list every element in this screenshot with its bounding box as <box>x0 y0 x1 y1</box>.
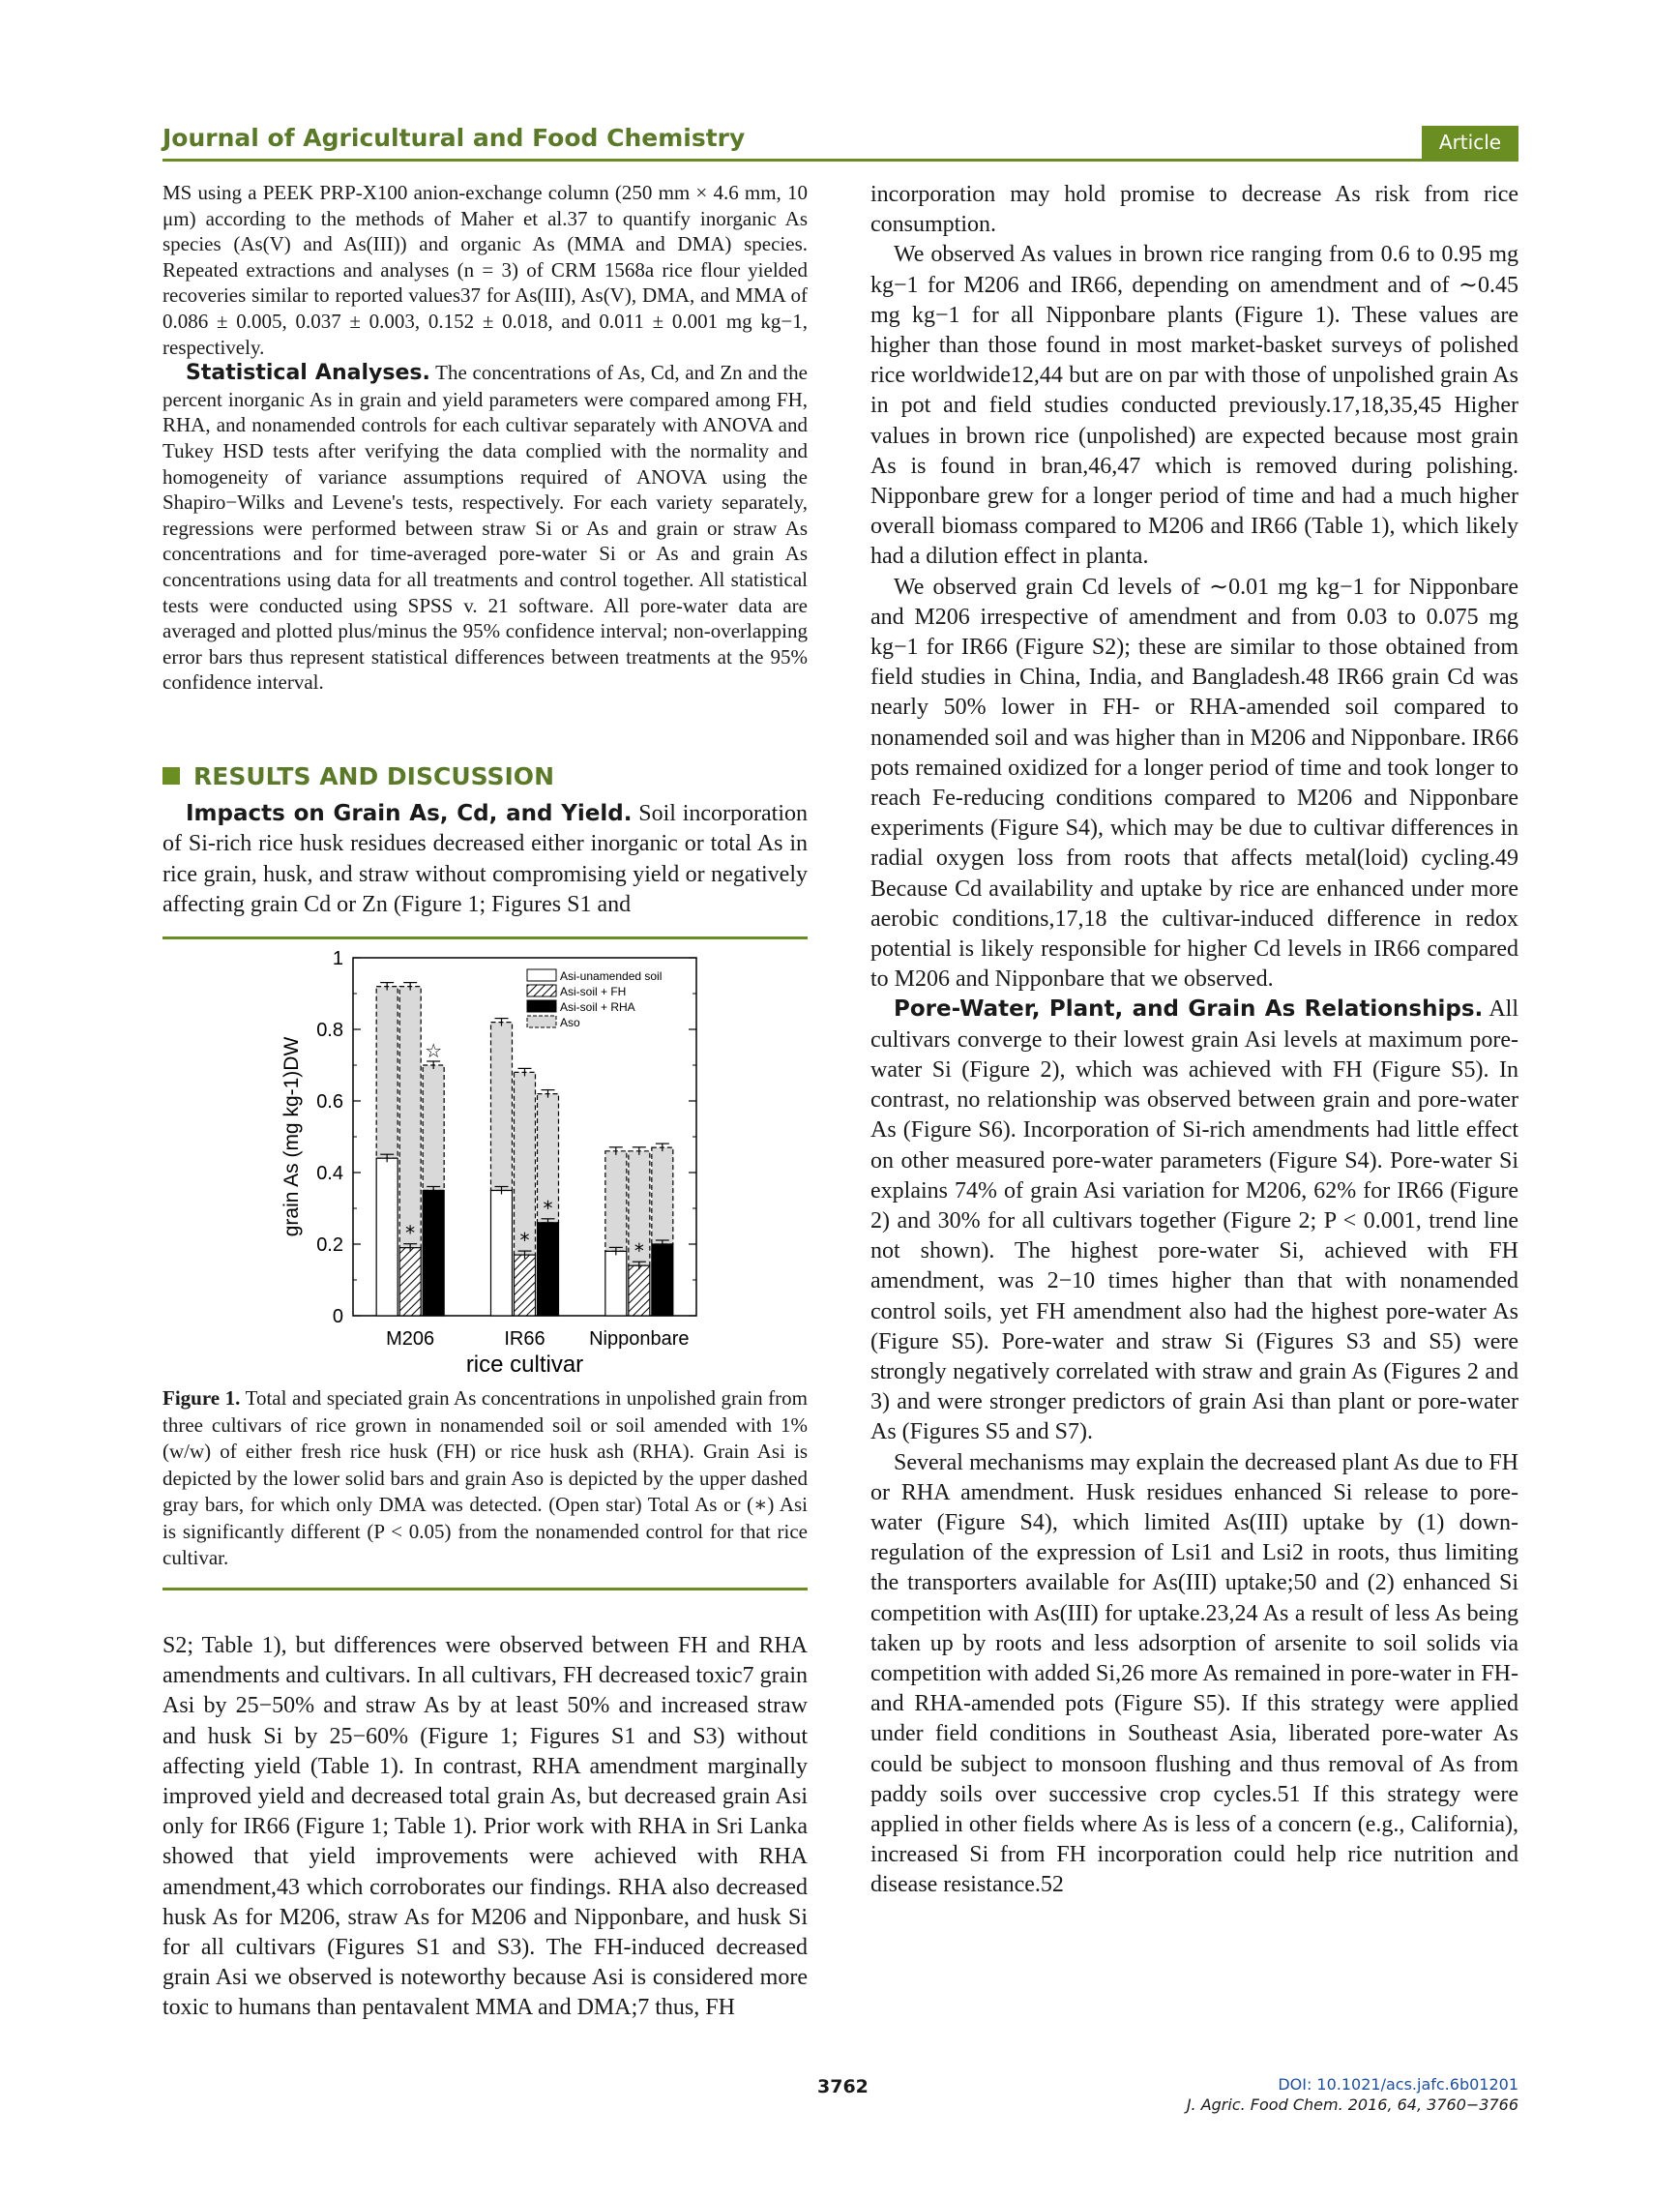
y-tick-label: 0.8 <box>316 1020 343 1041</box>
y-tick-label: 0.6 <box>316 1091 343 1113</box>
bar-aso-IR66-FH <box>515 1072 536 1255</box>
left-column-top <box>162 180 808 696</box>
legend-swatch <box>527 1016 556 1027</box>
bar-aso-M206-RHA <box>423 1065 444 1191</box>
bar-asi-M206-FH <box>399 1248 421 1316</box>
y-tick-label: 0 <box>332 1306 343 1327</box>
left-column-results <box>162 799 808 920</box>
journal-citation: J. Agric. Food Chem. 2016, 64, 3760−3766 <box>1186 2095 1518 2114</box>
bar-asi-Nipponbare-RHA <box>652 1244 673 1316</box>
significance-asterisk: * <box>405 1221 416 1245</box>
bar-asi-IR66-FH <box>515 1255 536 1316</box>
y-axis-label: grain As (mg kg-1)DW <box>280 1036 303 1237</box>
right-paragraph-5: Several mechanisms may explain the decreased plant As due to FH or RHA amendment. Husk residues enhanced Si release to pore-water (Figure S4), which limited As(III) uptake by (1) down-regulation of the expression of Lsi1 and Lsi2 in roots, thus limiting the transporters available for As(III) uptake;50 and (2) enhanced Si competition with As(III) for uptake.23,24 As a result of less As being taken up by roots and less adsorption of arsenite to soil solids via competition with added Si,26 more As remained in pore-water in FH- and RHA-amended pots (Figure S5). If this strategy were applied under field conditions in Southeast Asia, liberated pore-water As could be subject to monsoon flushing and thus removal of As from paddy soils over successive crop cycles.51 If this strategy were applied in other fields where As is less of a concern (e.g., California), increased Si from FH incorporation could help rice nutrition and disease resistance.52 <box>870 1449 1518 1898</box>
bar-asi-Nipponbare-FH <box>629 1265 650 1316</box>
stats-heading: Statistical Analyses. <box>186 361 430 386</box>
x-tick-label: Nipponbare <box>589 1328 690 1350</box>
page-number: 3762 <box>817 2076 869 2097</box>
results-paragraph: Impacts on Grain As, Cd, and Yield. Soil incorporation of Si-rich rice husk residues decreased either inorganic or total As in rice grain, husk, and straw without compromising yield or negatively affecting grain Cd or Zn (Figure 1; Figures S1 and <box>162 801 809 917</box>
results-subheading: Impacts on Grain As, Cd, and Yield. <box>186 801 633 826</box>
footer-doi <box>1187 2074 1518 2115</box>
y-tick-label: 1 <box>332 948 343 969</box>
bar-aso-M206-FH <box>399 987 421 1248</box>
significance-asterisk: * <box>634 1239 644 1263</box>
significance-asterisk: * <box>519 1229 530 1253</box>
journal-title: Journal of Agricultural and Food Chemistry <box>162 124 746 152</box>
right-paragraph-2: We observed As values in brown rice ranging from 0.6 to 0.95 mg kg−1 for M206 and IR66, depending on amendment and of ∼0.45 mg kg−1 for all Nipponbare plants (Figure 1). These values are higher than those found in most market-basket surveys of polished rice worldwide12,44 but are on par with those of unpolished grain As in pot and field studies conducted previously.17,18,35,45 Higher values in brown rice (unpolished) are expected because most grain As is found in bran,46,47 which is removed during polishing. Nipponbare grew for a longer period of time and had a much higher overall biomass compared to M206 and IR66 (Table 1), which likely had a dilution effect in planta. <box>870 242 1518 570</box>
bar-asi-M206-unamended <box>376 1158 398 1316</box>
bar-asi-M206-RHA <box>423 1191 444 1317</box>
y-tick-label: 0.2 <box>316 1234 343 1256</box>
grain-as-chart <box>271 938 716 1383</box>
legend-swatch <box>527 1000 556 1012</box>
bar-aso-Nipponbare-unamended <box>605 1151 627 1252</box>
left-column-bottom <box>162 1631 808 2024</box>
bar-asi-Nipponbare-unamended <box>605 1251 627 1316</box>
legend-label: Asi-soil + RHA <box>560 1000 635 1014</box>
x-axis-label: rice cultivar <box>465 1352 584 1378</box>
pore-water-subheading: Pore-Water, Plant, and Grain As Relationships. <box>894 996 1484 1023</box>
results-continued-paragraph: S2; Table 1), but differences were observed between FH and RHA amendments and cultivars. In all cultivars, FH decreased toxic7 grain Asi by 25−50% and straw As by at least 50% and increased straw and husk Si by 25−60% (Figure 1; Figures S1 and S3) without affecting yield (Table 1). In contrast, RHA amendment marginally improved yield and decreased total grain As, but decreased grain Asi only for IR66 (Figure 1; Table 1). Prior work with RHA in Sri Lanka showed that yield improvements were achieved with RHA amendment,43 which corroborates our findings. RHA also decreased husk As for M206, straw As for M206 and Nipponbare, and husk Si for all cultivars (Figures S1 and S3). The FH-induced decreased grain Asi we observed is noteworthy because Asi is considered more toxic to humans than pentavalent MMA and DMA;7 thus, FH <box>162 1633 808 2021</box>
right-paragraph-4: Pore-Water, Plant, and Grain As Relationships. All cultivars converge to their lowest grain Asi levels at maximum pore-water Si (Figure 2), which was achieved with FH (Figure S5). In contrast, no relationship was observed between grain and pore-water As (Figure S6). Incorporation of Si-rich amendments had little effect on other measured pore-water parameters (Figure S4). Pore-water Si explains 74% of grain Asi variation for M206, 62% for IR66 (Figure 2) and 30% for all cultivars together (Figure 2; P < 0.001, trend line not shown). The highest pore-water Si, achieved with FH amendment, was 2−10 times higher than that with nonamended control soils, yet FH amendment also had the highest pore-water As (Figure S5). Pore-water and straw Si (Figures S3 and S5) were strongly negatively correlated with straw and grain As (Figures 2 and 3) and were stronger predictors of grain Asi than plant or pore-water As (Figures S5 and S7). <box>870 996 1518 1445</box>
figure-caption: Figure 1. Total and speciated grain As concentrations in unpolished grain from three cultivars of rice grown in nonamended soil or soil amended with 1% (w/w) of either fresh rice husk (FH) or rice husk ash (RHA). Grain Asi is depicted by the lower solid bars and grain Aso is depicted by the upper dashed gray bars, for which only DMA was detected. (Open star) Total As or (∗) Asi is significantly different (P < 0.05) from the nonamended control for that rice cultivar. <box>162 1386 809 1569</box>
legend-label: Asi-soil + FH <box>560 985 627 998</box>
bar-asi-IR66-unamended <box>491 1191 513 1317</box>
section-heading: RESULTS AND DISCUSSION <box>162 762 554 790</box>
methods-paragraph: MS using a PEEK PRP-X100 anion-exchange column (250 mm × 4.6 mm, 10 μm) according to the methods of Maher et al.37 to quantify inorganic As species (As(V) and As(III)) and organic As (MMA and DMA) species. Repeated extractions and analyses (n = 3) of CRM 1568a rice flour yielded recoveries similar to reported values37 for As(III), As(V), DMA, and MMA of 0.086 ± 0.005, 0.037 ± 0.003, 0.152 ± 0.018, and 0.011 ± 0.001 mg kg−1, respectively. <box>162 181 808 359</box>
stats-paragraph: Statistical Analyses. The concentrations of As, Cd, and Zn and the percent inorganic As in grain and yield parameters were compared among FH, RHA, and nonamended controls for each cultivar separately with ANOVA and Tukey HSD tests after verifying the data complied with the normality and homogeneity of variance assumptions required of ANOVA using the Shapiro−Wilks and Levene's tests, respectively. For each variety separately, regressions were performed between straw Si or As and grain or straw As concentrations and for time-averaged pore-water Si or As and grain As concentrations using data for all treatments and control together. All statistical tests were conducted using SPSS v. 21 software. All pore-water data are averaged and plotted plus/minus the 95% confidence interval; non-overlapping error bars thus represent statistical differences between treatments at the 95% confidence interval. <box>162 361 809 695</box>
right-column <box>870 180 1518 1901</box>
header-rule <box>162 159 1518 162</box>
doi-link[interactable]: DOI: 10.1021/acs.jafc.6b01201 <box>1278 2075 1518 2094</box>
x-tick-label: M206 <box>386 1328 435 1350</box>
y-tick-label: 0.4 <box>316 1163 343 1184</box>
legend-swatch <box>527 969 556 981</box>
figure-1 <box>271 938 716 1383</box>
right-paragraph-1: incorporation may hold promise to decrease As risk from rice consumption. <box>870 182 1518 238</box>
legend-label: Aso <box>560 1016 580 1029</box>
right-paragraph-3: We observed grain Cd levels of ∼0.01 mg kg−1 for Nipponbare and M206 irrespective of amendment and from 0.03 to 0.075 mg kg−1 for IR66 (Figure S2); these are similar to those obtained from field studies in China, India, and Bangladesh.48 IR66 grain Cd was nearly 50% lower in FH- or RHA-amended soil compared to nonamended soil and was higher than in M206 and Nipponbare. IR66 pots remained oxidized for a longer period of time and took longer to reach Fe-reducing conditions compared to M206 and Nipponbare experiments (Figure S4), which may be due to cultivar differences in radial oxygen loss from roots that affects metal(loid) cycling.49 Because Cd availability and uptake by rice are enhanced under more aerobic conditions,17,18 the cultivar-induced difference in redox potential is likely responsible for higher Cd levels in IR66 compared to M206 and Nipponbare that we observed. <box>870 574 1518 993</box>
significance-asterisk: * <box>543 1196 553 1220</box>
figure-bottom-rule <box>162 1588 808 1590</box>
legend-label: Asi-unamended soil <box>560 969 663 983</box>
x-tick-label: IR66 <box>504 1328 545 1350</box>
article-badge: Article <box>1422 126 1518 159</box>
significance-star: ☆ <box>425 1039 443 1062</box>
legend-swatch <box>527 985 556 996</box>
bar-aso-Nipponbare-RHA <box>652 1147 673 1244</box>
bar-asi-IR66-RHA <box>538 1223 559 1316</box>
bar-aso-IR66-unamended <box>491 1023 513 1191</box>
bar-aso-M206-unamended <box>376 987 398 1159</box>
section-marker <box>162 767 180 785</box>
